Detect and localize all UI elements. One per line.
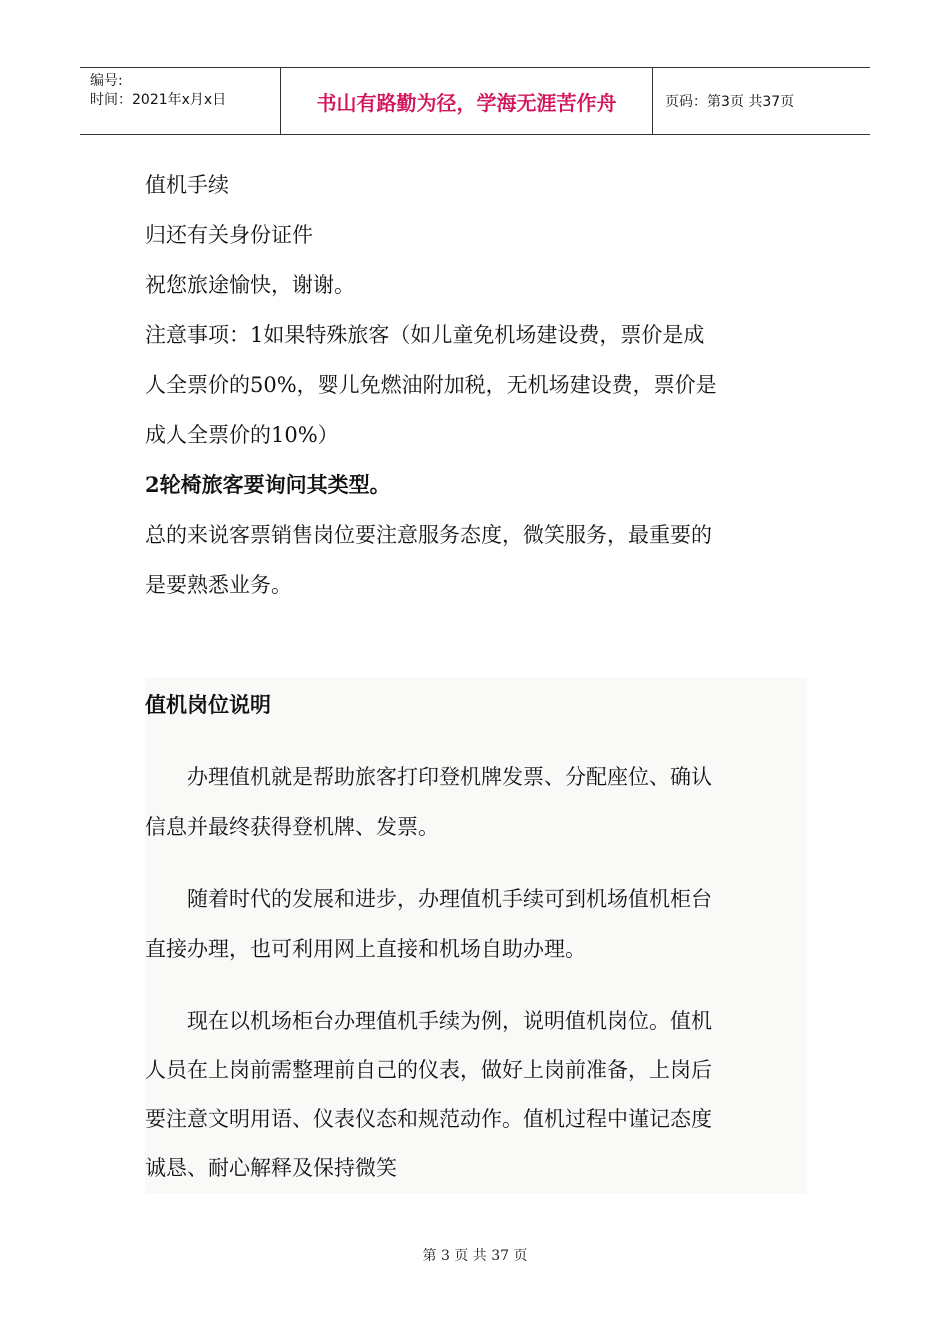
section-checkin-post	[145, 677, 807, 1193]
body-line: 人全票价的50%，婴儿免燃油附加税，无机场建设费，票价是	[145, 373, 717, 397]
header-left-cell	[80, 68, 281, 134]
body-line: 归还有关身份证件	[145, 223, 313, 247]
section-line: 信息并最终获得登机牌、发票。	[145, 815, 439, 839]
section-line: 随着时代的发展和进步，办理值机手续可到机场值机柜台	[145, 887, 712, 911]
header-motto: 书山有路勤为径，学海无涯苦作舟	[281, 68, 653, 134]
section-line: 办理值机就是帮助旅客打印登机牌发票、分配座位、确认	[145, 765, 712, 789]
section-line: 诚恳、耐心解释及保持微笑	[145, 1156, 397, 1180]
body-text	[145, 160, 810, 610]
section-line: 人员在上岗前需整理前自己的仪表，做好上岗前准备，上岗后	[145, 1058, 712, 1082]
page-header	[80, 67, 870, 135]
body-line: 值机手续	[145, 173, 229, 197]
header-page-code: 页码：第3页 共37页	[665, 94, 795, 110]
body-line: 成人全票价的10%）	[145, 423, 339, 447]
body-line: 祝您旅途愉快，谢谢。	[145, 273, 355, 297]
section-title: 值机岗位说明	[145, 692, 271, 717]
page-footer: 第 3 页 共 37 页	[422, 1248, 528, 1264]
body-line: 注意事项：1如果特殊旅客（如儿童免机场建设费，票价是成	[145, 323, 705, 347]
section-line: 现在以机场柜台办理值机手续为例，说明值机岗位。值机	[145, 1009, 712, 1033]
body-line-bold: 2轮椅旅客要询问其类型。	[145, 472, 391, 497]
body-line: 总的来说客票销售岗位要注意服务态度，微笑服务，最重要的	[145, 523, 712, 547]
time-label: 时间：2021年x月x日	[90, 92, 227, 108]
number-label: 编号:	[90, 73, 123, 89]
body-line: 是要熟悉业务。	[145, 573, 292, 597]
section-line: 要注意文明用语、仪表仪态和规范动作。值机过程中谨记态度	[145, 1107, 712, 1131]
section-line: 直接办理，也可利用网上直接和机场自助办理。	[145, 937, 586, 961]
